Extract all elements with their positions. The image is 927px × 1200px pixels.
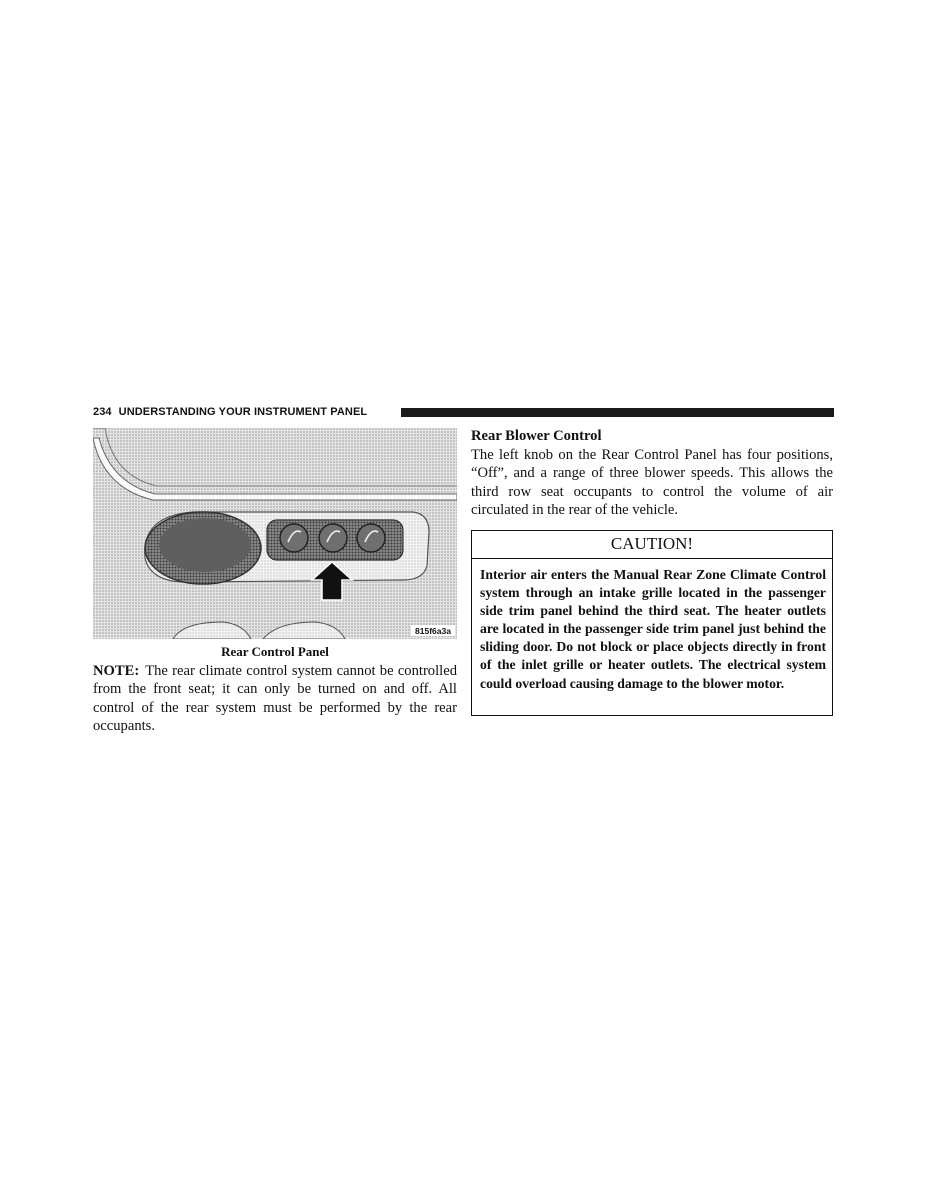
header-rule-bar: [401, 408, 834, 417]
page-number: 234: [93, 406, 112, 418]
figure-code: 815f6a3a: [415, 626, 451, 636]
caution-title: CAUTION!: [610, 534, 694, 553]
figure-caption: Rear Control Panel: [221, 644, 329, 659]
running-section-title: UNDERSTANDING YOUR INSTRUMENT PANEL: [118, 406, 368, 418]
rear-blower-paragraph: The left knob on the Rear Control Panel has four positions, “Off”, and a range of three blower speeds. This allows the third row seat occupants to control the volume of air circulated in the rear of the vehicle.: [471, 447, 833, 518]
rear-control-panel-illustration: [93, 428, 457, 639]
caution-text: Interior air enters the Manual Rear Zone Climate Control system through an intake grille located in the passenger side trim panel behind the third seat. The heater outlets are located in the passenger side trim panel just behind the sliding door. Do not block or place objects directly in front of the inlet grille or heater outlets. The electrical system could overload causing damage to the blower motor.: [480, 567, 826, 691]
header-text: [93, 406, 367, 418]
caution-box: [471, 530, 833, 716]
note-label: NOTE:: [93, 663, 140, 679]
caution-divider: [472, 558, 832, 559]
note-paragraph: [93, 662, 457, 735]
note-text: The rear climate control system cannot be controlled from the front seat; it can only be turned on and off. All control of the rear system must be performed by the rear occupants.: [93, 663, 457, 734]
page-header: [93, 405, 834, 421]
rear-blower-heading: Rear Blower Control: [471, 428, 602, 444]
